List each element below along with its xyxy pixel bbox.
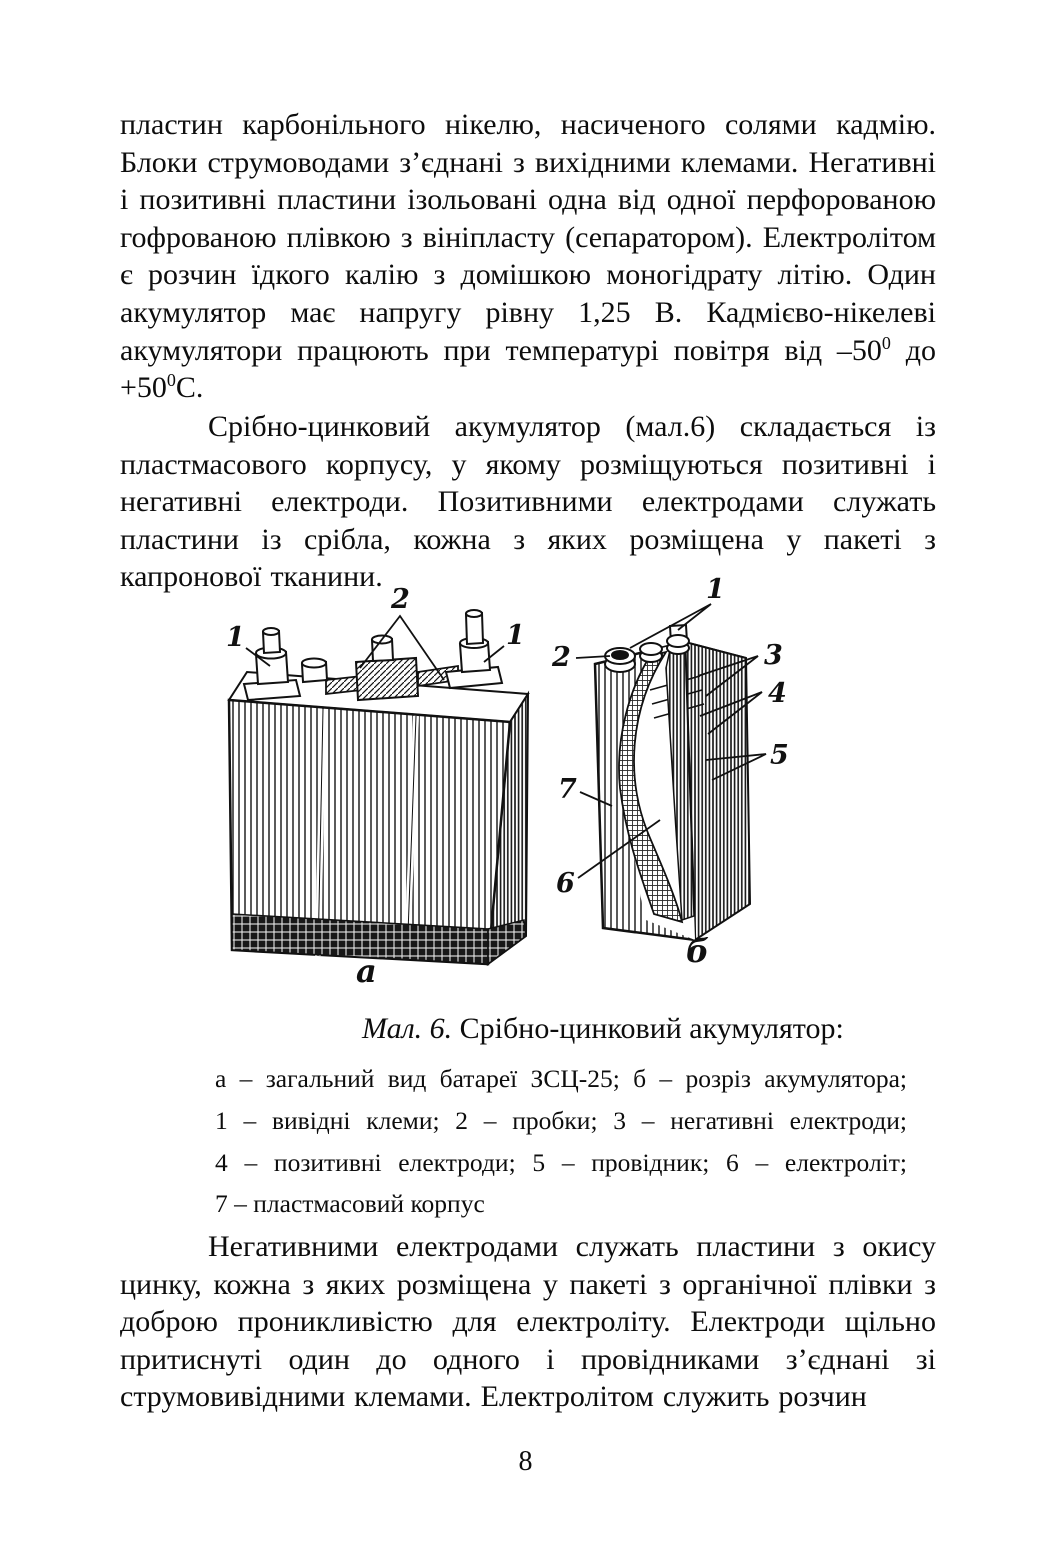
callout-label-4: 4 [768,678,787,709]
page-number: 8 [518,1446,533,1477]
battery-a-left-terminal [244,628,300,700]
callout-label-3: 3 [764,640,783,671]
callout-label-1: 1 [506,620,525,651]
paragraph-1-text: С. [175,371,204,405]
legend-line: 1 – вивідні клеми; 2 – пробки; 3 – негативні електроди; [215,1105,907,1135]
callout-label-2: 2 [391,584,410,615]
callout-label-2: 2 [552,642,571,673]
battery-a-drawing [226,584,528,990]
figure-sublabel-b: б [686,932,710,970]
paragraph-1-text: до +50 [120,333,937,405]
battery-a-center-block [356,658,418,700]
legend-line: 4 – позитивні електроди; 5 – провідник; 6 – електроліт; [215,1147,907,1177]
figure-caption-title: Срібно-цинковий акумулятор: [452,1012,844,1045]
battery-b-drawing [551,574,789,970]
figure-illustration [110,568,950,1018]
legend-line: а – загальний вид батареї ЗСЦ-25; б – розріз акумулятора; [215,1064,907,1093]
figure-caption [362,1012,844,1046]
callout-label-1: 1 [226,622,245,653]
callout-label-1: 1 [706,574,725,605]
superscript-degree: 0 [166,370,176,391]
paragraph-1 [120,106,936,407]
callout-label-7: 7 [558,774,577,805]
battery-b-filler-cap [605,648,635,672]
battery-b-terminal [640,643,662,662]
figure-sublabel-a: а [356,952,377,990]
figure-legend [215,1058,907,1225]
paragraph-2: Срібно-цинковий акумулятор (мал.6) складається із пластмасового корпусу, у якому розміщуються позитивні і негативні електроди. Позитивними електродами служать пластини із срібла, кожна з яких розміщена у пакеті з капронової тканини. [120,410,936,594]
legend-line: 7 – пластмасовий корпус [215,1189,485,1219]
battery-a-right-terminal [446,610,502,688]
callout-label-5: 5 [770,740,789,771]
paragraph-1-text: пластин карбонільного нікелю, насиченого солями кадмію. Блоки струмоводами з’єднані з вихідними клемами. Негативні і позитивні пластини ізольовані одна від одної перфорованою гофрованою плівкою з вініпласту (сепаратором). Електролітом є розчин їдкого калію з домішкою моногідрату літію. Один акумулятор має напругу рівну 1,25 В. Кадмієво-нікелеві акумулятори працюють при температурі повітря від –50 [120,108,936,367]
battery-a-nut [302,659,327,683]
callout-label-6: 6 [556,868,575,899]
figure-caption-number: Мал. 6. [362,1012,453,1045]
paragraph-3: Негативними електродами служать пластини з окису цинку, кожна з яких розміщена у пакеті з органічної плівки з доброю проникливістю для електроліту. Електроди щільно притиснуті один до одного і провідниками з’єднані зі струмовивідними клемами. Електролітом служить розчин [120,1230,936,1414]
superscript-degree: 0 [881,332,891,353]
